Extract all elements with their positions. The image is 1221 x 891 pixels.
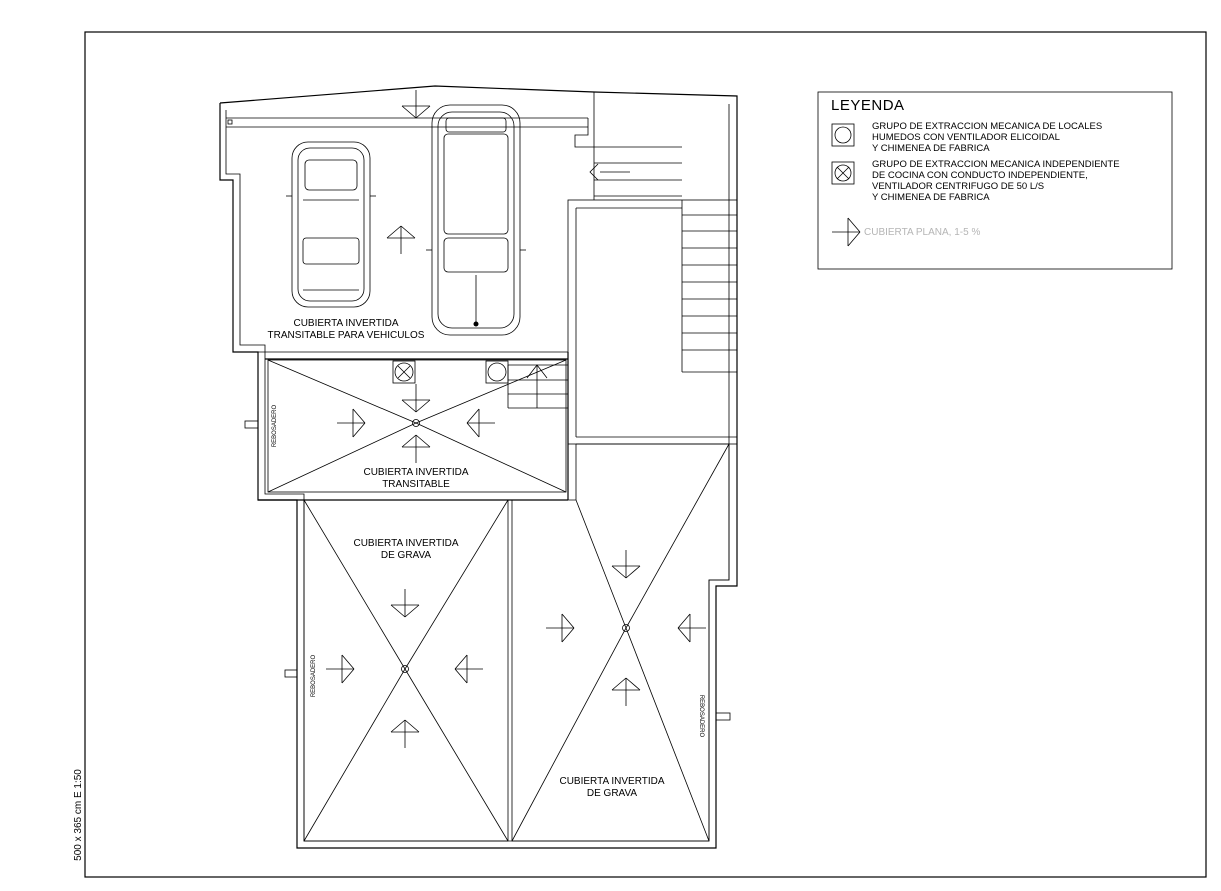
rebosadero-label-3: REBOSADERO (698, 694, 704, 738)
transitable-label-1: CUBIERTA INVERTIDA (363, 467, 469, 478)
legend-item-2-line-1: GRUPO DE EXTRACCION MECANICA INDEPENDIENTE (872, 159, 1120, 170)
building-outline (220, 86, 737, 848)
grava-left-label-2: DE GRAVA (380, 550, 432, 561)
rebosadero-label-2: REBOSADERO (311, 654, 317, 698)
legend-item-1-line-2: HUMEDOS CON VENTILADOR ELICOIDAL (872, 132, 1060, 143)
legend-title: LEYENDA (831, 97, 905, 114)
slope-arrow-icon (832, 218, 860, 246)
grava-right-label-2: DE GRAVA (586, 788, 638, 799)
scale-note: 500 x 365 cm E 1:50 (73, 769, 84, 861)
transitable-label-2: TRANSITABLE (382, 479, 450, 490)
legend-item-2-line-4: Y CHIMENEA DE FABRICA (872, 192, 990, 203)
car-right (426, 105, 526, 335)
legend-item-2-line-3: VENTILADOR CENTRIFUGO DE 50 L/S (872, 181, 1045, 192)
grava-left-label-1: CUBIERTA INVERTIDA (353, 538, 459, 549)
legend-item-1-line-3: Y CHIMENEA DE FABRICA (872, 143, 990, 154)
slope-arrows (326, 90, 706, 748)
parking-label-1: CUBIERTA INVERTIDA (293, 318, 399, 329)
rebosadero-label-1: REBOSADERO (272, 404, 278, 448)
chimney-humid (486, 361, 508, 383)
stair-treads (508, 147, 737, 408)
legend-item-2-line-2: DE COCINA CON CONDUCTO INDEPENDIENTE, (872, 170, 1088, 181)
legend-box (818, 92, 1172, 269)
legend-item-1-line-1: GRUPO DE EXTRACCION MECANICA DE LOCALES (872, 121, 1103, 132)
car-left (286, 142, 376, 307)
overflow-spouts (245, 421, 730, 720)
grava-right-label-1: CUBIERTA INVERTIDA (559, 776, 665, 787)
chimney-kitchen (393, 361, 415, 383)
parking-label-2: TRANSITABLE PARA VEHICULOS (267, 330, 425, 341)
legend-item-3-line-1: CUBIERTA PLANA, 1-5 % (864, 227, 981, 238)
